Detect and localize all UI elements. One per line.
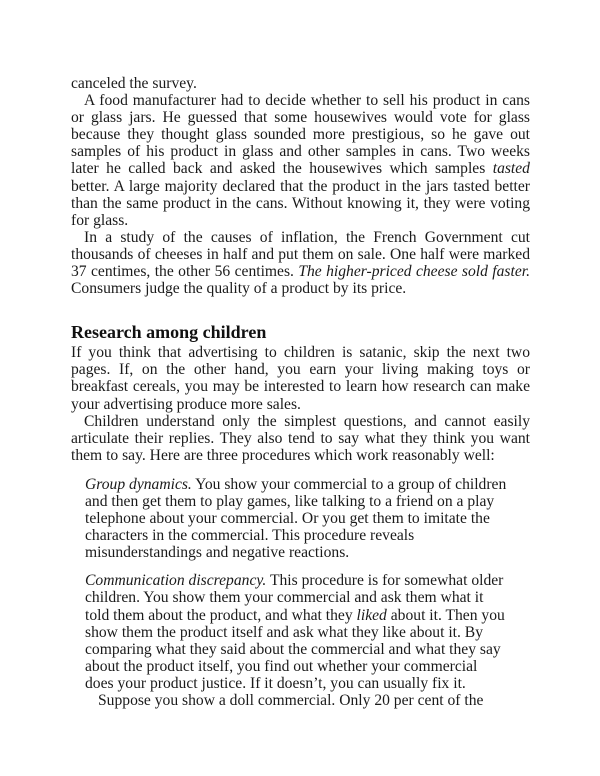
text: better. A large majority declared that the product in the jars tasted better than the same product in the cans. Without knowing it, they were voting for glass. — [71, 177, 530, 229]
text: Suppose you show a doll commercial. Only 20 per cent of the — [98, 692, 484, 709]
paragraph-doll — [85, 692, 530, 709]
paragraph-satanic — [71, 344, 530, 412]
text: canceled the survey. — [71, 75, 197, 92]
procedure-text — [85, 476, 509, 561]
text: This procedure is for somewhat older children. You show them your commercial and ask them what it told them about the product, and what they — [85, 572, 504, 624]
paragraph-children — [71, 413, 530, 464]
procedure-communication-discrepancy — [85, 572, 509, 692]
text: Consumers judge the quality of a product by its price. — [71, 280, 407, 298]
text: Children understand only the simplest questions, and cannot easily articulate their replies. They also tend to say what they think you want them to say. Here are three procedures which work reasonably well: — [71, 412, 530, 464]
procedure-text — [85, 572, 509, 692]
document-page — [71, 75, 530, 709]
emphasis-text: The higher-priced cheese sold faster. — [298, 263, 530, 281]
paragraph-inflation — [71, 229, 530, 297]
procedure-group-dynamics — [85, 476, 509, 561]
emphasis-text: liked — [356, 606, 387, 624]
emphasis-text: tasted — [492, 160, 530, 178]
text: about it. Then you show them the product itself and ask what they like about it. By comparing what they said about the commercial and what they say about the product itself, you find out whether your commercial does your product justice. If it doesn’t, you can usually fix it. — [85, 606, 505, 692]
section-heading: Research among children — [71, 322, 267, 343]
text: A food manufacturer had to decide whether to sell his product in cans or glass jars. He guessed that some housewives would vote for glass because they thought glass sounded more prestigious, so he gave out samples of his product in glass and other samples in cans. Two weeks later he called back and asked the housewives which samples — [71, 92, 530, 178]
text: In a study of the causes of inflation, the French Government cut thousands of cheeses in half and put them on sale. One half were marked 37 centimes, the other 56 centimes. — [71, 228, 530, 281]
procedure-title: Communication discrepancy. — [85, 572, 267, 590]
paragraph-continuation — [71, 75, 530, 92]
procedure-title: Group dynamics. — [85, 475, 192, 493]
text: You show your commercial to a group of children and then get them to play games, like talking to a friend on a play telephone about your commercial. Or you get them to imitate the characters in the commercial. This procedure reveals misunderstandings and negative reactions. — [85, 475, 507, 562]
text: If you think that advertising to children is satanic, skip the next two pages. If, on the other hand, you earn your living making toys or breakfast cereals, you may be interested to learn how research can make your advertising produce more sales. — [71, 344, 530, 413]
paragraph-food-manufacturer — [71, 92, 530, 229]
